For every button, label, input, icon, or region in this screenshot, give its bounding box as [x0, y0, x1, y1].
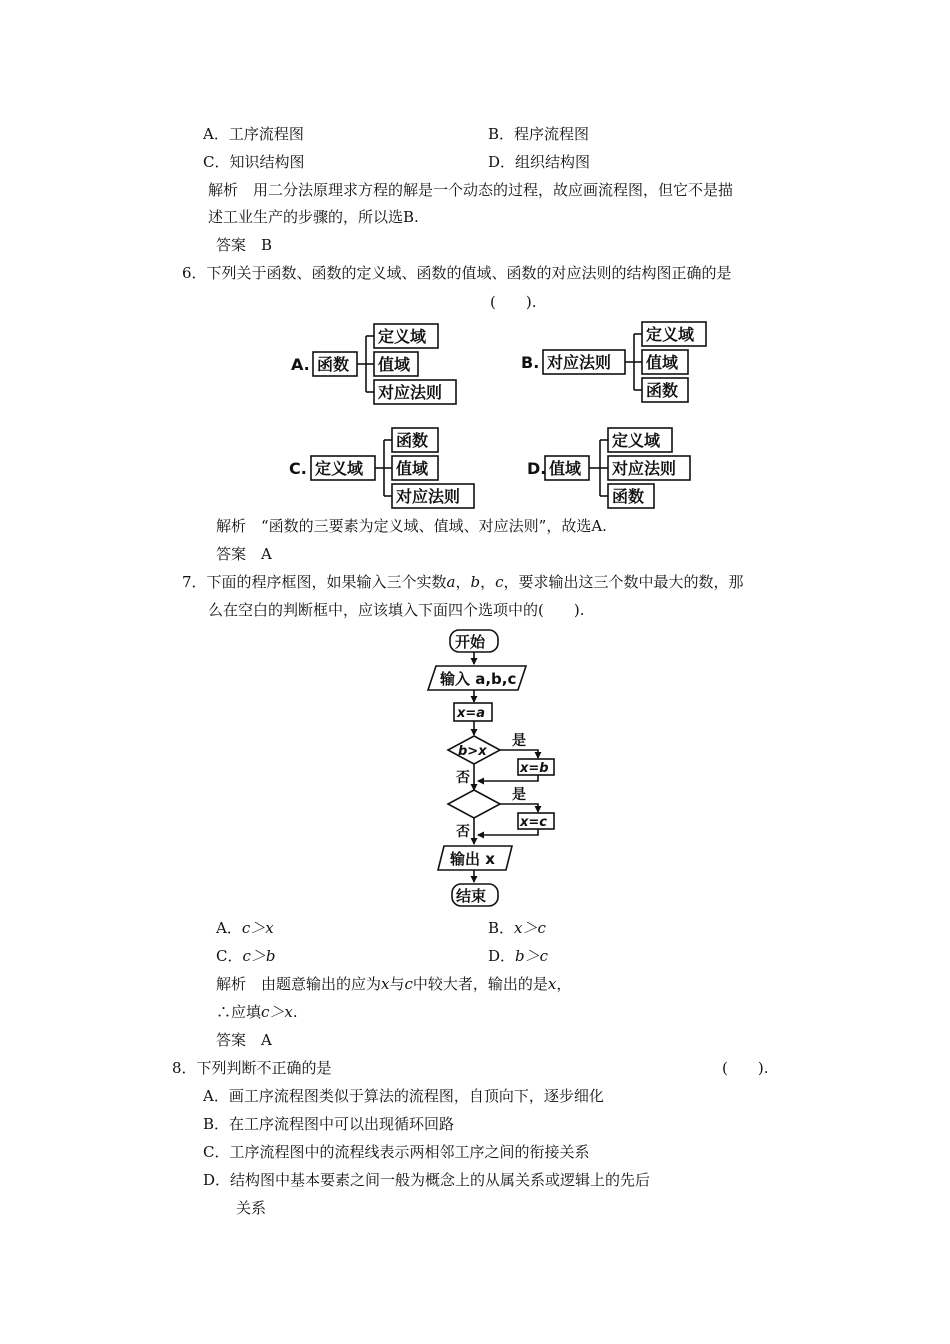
diagram-b-root: 对应法则 [547, 353, 612, 372]
q5-option-d: D．组织结构图 [488, 153, 591, 171]
q8-option-d-line1: D．结构图中基本要素之间一般为概念上的从属关系或逻辑上的先后 [203, 1171, 651, 1189]
q7-analysis-line2: ∴应填c＞x. [216, 1003, 298, 1021]
q6-analysis: 解析 “函数的三要素为定义域、值域、对应法则”，故选A. [216, 517, 607, 535]
q6-stem: 6．下列关于函数、函数的定义域、函数的值域、函数的对应法则的结构图正确的是 [182, 264, 732, 282]
q7-option-d: D．b＞c [488, 947, 549, 965]
q5-analysis-line1: 解析 用二分法原理求方程的解是一个动态的过程，故应画流程图，但它不是描 [208, 181, 734, 199]
diagram-b-child-1: 定义域 [646, 325, 695, 344]
flow-condition-b-gt-x: b>x [458, 744, 487, 759]
diagram-d-label: D. [527, 459, 547, 478]
flow-assign-x-a: x=a [457, 706, 486, 721]
diagram-a-child-2: 值域 [378, 355, 411, 374]
q8-option-b: B．在工序流程图中可以出现循环回路 [203, 1115, 455, 1133]
diagram-d-child-2: 对应法则 [612, 459, 677, 478]
q8-stem: 8．下列判断不正确的是 [172, 1059, 332, 1077]
q8-option-a: A．画工序流程图类似于算法的流程图，自顶向下，逐步细化 [203, 1087, 604, 1105]
q7-analysis-line1: 解析 由题意输出的应为x与c中较大者，输出的是x， [216, 975, 572, 993]
diagram-a-root: 函数 [317, 355, 350, 374]
q5-option-a: A．工序流程图 [203, 125, 304, 143]
diagram-d-child-3: 函数 [612, 487, 645, 506]
flow-no-2: 否 [456, 824, 470, 840]
q7-answer: 答案 A [216, 1031, 272, 1049]
flow-assign-x-b: x=b [520, 761, 549, 776]
diagram-d-child-1: 定义域 [612, 431, 661, 450]
diagram-b-label: B. [521, 353, 540, 372]
q7-option-b: B．x＞c [488, 919, 546, 937]
q7-option-a: A．c＞x [216, 919, 274, 937]
q6-answer: 答案 A [216, 545, 272, 563]
q7-stem-line1: 7．下面的程序框图，如果输入三个实数a，b，c，要求输出这三个数中最大的数，那 [182, 573, 744, 591]
diagram-c-label: C. [289, 459, 307, 478]
q6-paren: ( ). [490, 293, 537, 311]
q7-option-c: C．c＞b [216, 947, 276, 965]
q7-stem-line2: 么在空白的判断框中，应该填入下面四个选项中的( ). [208, 601, 585, 619]
flow-yes-2: 是 [512, 787, 526, 803]
q5-answer: 答案 B [216, 236, 273, 254]
flow-yes-1: 是 [512, 733, 526, 749]
diagram-b-child-2: 值域 [646, 353, 679, 372]
q5-analysis-line2: 述工业生产的步骤的，所以选B. [208, 208, 419, 226]
q5-option-b: B．程序流程图 [488, 125, 590, 143]
flow-end: 结束 [456, 887, 487, 905]
diagram-c-child-3: 对应法则 [396, 487, 461, 506]
flow-input: 输入 a,b,c [440, 670, 517, 688]
diagram-c-child-2: 值域 [396, 459, 429, 478]
flow-no-1: 否 [456, 770, 470, 786]
flow-output: 输出 x [450, 850, 495, 868]
q8-paren: ( ). [722, 1059, 769, 1077]
diagram-a-child-3: 对应法则 [378, 383, 443, 402]
q8-option-c: C．工序流程图中的流程线表示两相邻工序之间的衔接关系 [203, 1143, 590, 1161]
diagram-a-child-1: 定义域 [378, 327, 427, 346]
q8-option-d-line2: 关系 [236, 1199, 267, 1217]
diagram-c-root: 定义域 [315, 459, 364, 478]
flow-start: 开始 [455, 633, 486, 651]
diagram-b-child-3: 函数 [646, 381, 679, 400]
diagram-c-child-1: 函数 [396, 431, 429, 450]
diagram-a-label: A. [291, 355, 310, 374]
diagram-d-root: 值域 [549, 459, 582, 478]
q5-option-c: C．知识结构图 [203, 153, 305, 171]
flow-assign-x-c: x=c [520, 815, 547, 830]
